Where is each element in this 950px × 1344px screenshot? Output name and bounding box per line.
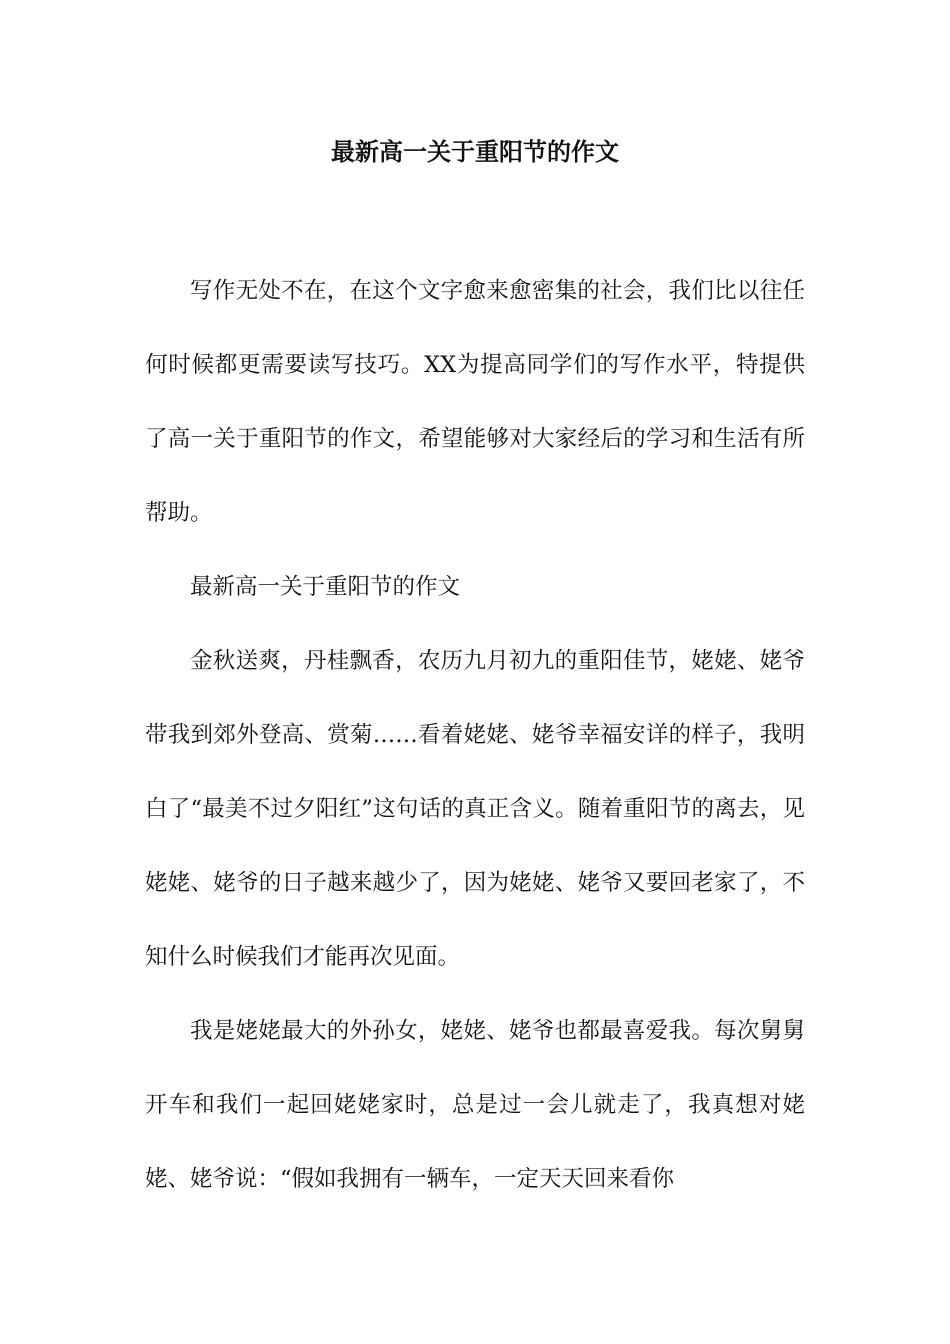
paragraph-grandparents: 我是姥姥最大的外孙女，姥姥、姥爷也都最喜爱我。每次舅舅开车和我们一起回姥姥家时，总是过一会儿就走了，我真想对姥姥、姥爷说：“假如我拥有一辆车，一定天天回来看你 xyxy=(145,1018,805,1192)
document-body xyxy=(145,254,805,1216)
paragraph-chongyang: 金秋送爽，丹桂飘香，农历九月初九的重阳佳节，姥姥、姥爷带我到郊外登高、赏菊……看着姥姥、姥爷幸福安详的样子，我明白了“最美不过夕阳红”这句话的真正含义。随着重阳节的离去，见姥姥、姥爷的日子越来越少了，因为姥姥、姥爷又要回老家了，不知什么时候我们才能再次见面。 xyxy=(145,648,805,970)
paragraph-subtitle: 最新高一关于重阳节的作文 xyxy=(190,574,461,600)
paragraph-intro: 写作无处不在，在这个文字愈来愈密集的社会，我们比以往任何时候都更需要读写技巧。XX为提高同学们的写作水平，特提供了高一关于重阳节的作文，希望能够对大家经后的学习和生活有所帮助。 xyxy=(145,278,805,526)
document-title: 最新高一关于重阳节的作文 xyxy=(331,138,619,166)
